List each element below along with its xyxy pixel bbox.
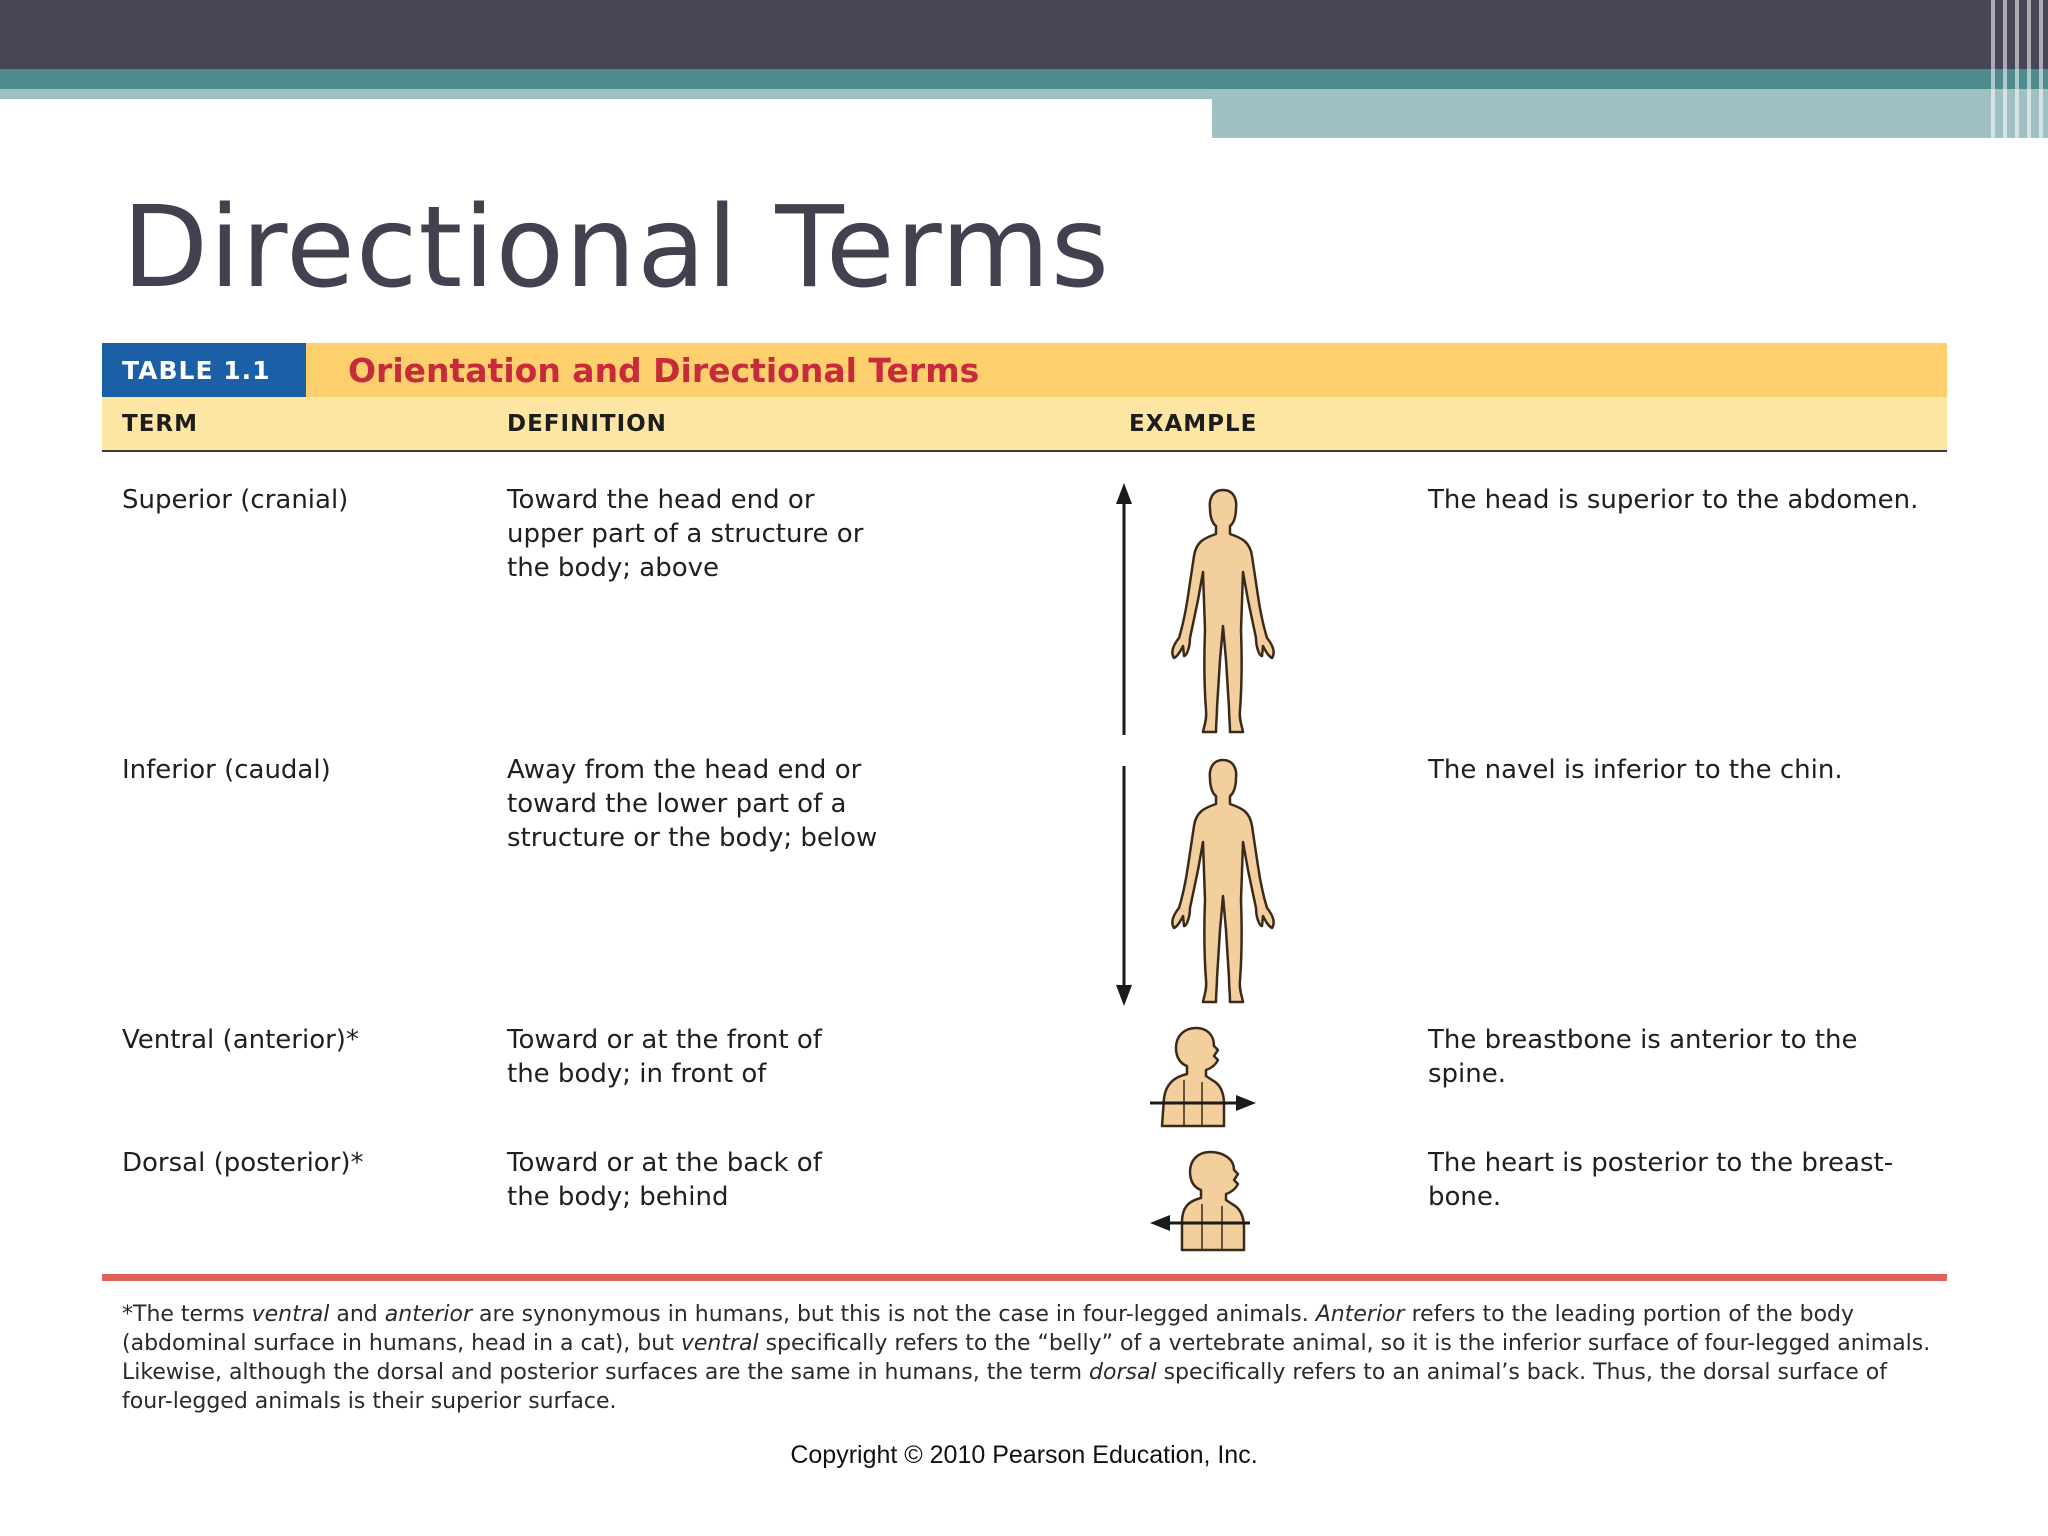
footnote-text: four-legged animals is their superior surface. xyxy=(122,1389,617,1414)
torso-profile-arrow-forward-icon xyxy=(1140,1020,1260,1130)
definition-line: Toward or at the back of xyxy=(507,1148,822,1178)
header-band-dark xyxy=(0,0,2048,69)
table-caption-bar xyxy=(306,343,1947,397)
footnote-text: refers to the leading portion of the body xyxy=(1404,1302,1855,1327)
table-caption: Orientation and Directional Terms xyxy=(348,350,980,390)
table-tag-label: TABLE 1.1 xyxy=(122,355,271,385)
header-band-teal xyxy=(0,69,2048,89)
definition-line: Toward the head end or xyxy=(507,485,815,515)
full-body-arrow-up-icon xyxy=(1100,480,1300,740)
footnote-text: Likewise, although the dorsal and posterior surfaces are the same in humans, the term xyxy=(122,1360,1090,1385)
row-term: Superior (cranial) xyxy=(122,485,349,515)
footnote-text: *The terms xyxy=(122,1302,252,1327)
example-line: The heart is posterior to the breast- xyxy=(1428,1148,1894,1178)
column-header-term: TERM xyxy=(122,411,198,437)
footnote-line xyxy=(122,1329,1952,1358)
definition-line: the body; behind xyxy=(507,1182,729,1212)
definition-line: Toward or at the front of xyxy=(507,1025,822,1055)
footnote-text: are synonymous in humans, but this is not the case in four-legged animals. xyxy=(472,1302,1316,1327)
footnote-line xyxy=(122,1358,1952,1387)
definition-line: the body; in front of xyxy=(507,1059,767,1089)
definition-line: toward the lower part of a xyxy=(507,789,847,819)
table-tag xyxy=(102,343,306,397)
header-band-light-left xyxy=(0,89,1212,99)
footnote-line xyxy=(122,1300,1952,1329)
definition-line: structure or the body; below xyxy=(507,823,878,853)
row-term: Ventral (anterior)* xyxy=(122,1025,359,1055)
row-definition xyxy=(507,1146,822,1214)
footnote xyxy=(122,1300,1952,1416)
table-bottom-rule xyxy=(102,1274,1947,1281)
footnote-italic-term: ventral xyxy=(251,1302,330,1327)
definition-line: Away from the head end or xyxy=(507,755,862,785)
footnote-italic-term: Anterior xyxy=(1315,1302,1405,1327)
column-header-example: EXAMPLE xyxy=(1129,411,1258,437)
row-definition xyxy=(507,1023,822,1091)
footnote-italic-term: ventral xyxy=(680,1331,759,1356)
example-line: spine. xyxy=(1428,1059,1507,1089)
row-example xyxy=(1428,1023,1858,1091)
definition-line: upper part of a structure or xyxy=(507,519,864,549)
example-line: The head is superior to the abdomen. xyxy=(1428,485,1919,515)
example-line: The breastbone is anterior to the xyxy=(1428,1025,1858,1055)
row-definition xyxy=(507,753,877,855)
slide-title: Directional Terms xyxy=(122,183,1111,313)
row-example xyxy=(1428,483,1918,517)
footnote-text: (abdominal surface in humans, head in a cat), but xyxy=(122,1331,681,1356)
header-band-light-right xyxy=(1212,89,2048,138)
full-body-arrow-down-icon xyxy=(1100,750,1300,1010)
row-term: Dorsal (posterior)* xyxy=(122,1148,364,1178)
copyright-notice: Copyright © 2010 Pearson Education, Inc. xyxy=(790,1441,1258,1469)
row-definition xyxy=(507,483,863,585)
torso-profile-arrow-backward-icon xyxy=(1146,1144,1266,1254)
row-term: Inferior (caudal) xyxy=(122,755,331,785)
example-line: The navel is inferior to the chin. xyxy=(1428,755,1843,785)
footnote-text: and xyxy=(329,1302,385,1327)
header-edge-stripes xyxy=(1985,0,2048,138)
footnote-text: specifically refers to the “belly” of a vertebrate animal, so it is the inferior surface of four-legged animals. xyxy=(758,1331,1931,1356)
footnote-italic-term: dorsal xyxy=(1089,1360,1157,1385)
row-example xyxy=(1428,753,1843,787)
footnote-text: specifically refers to an animal’s back. Thus, the dorsal surface of xyxy=(1156,1360,1887,1385)
footnote-italic-term: anterior xyxy=(384,1302,473,1327)
definition-line: the body; above xyxy=(507,553,719,583)
row-example xyxy=(1428,1146,1893,1214)
footnote-line xyxy=(122,1387,1952,1416)
column-header-definition: DEFINITION xyxy=(507,411,667,437)
column-header-row xyxy=(102,397,1947,452)
example-line: bone. xyxy=(1428,1182,1502,1212)
